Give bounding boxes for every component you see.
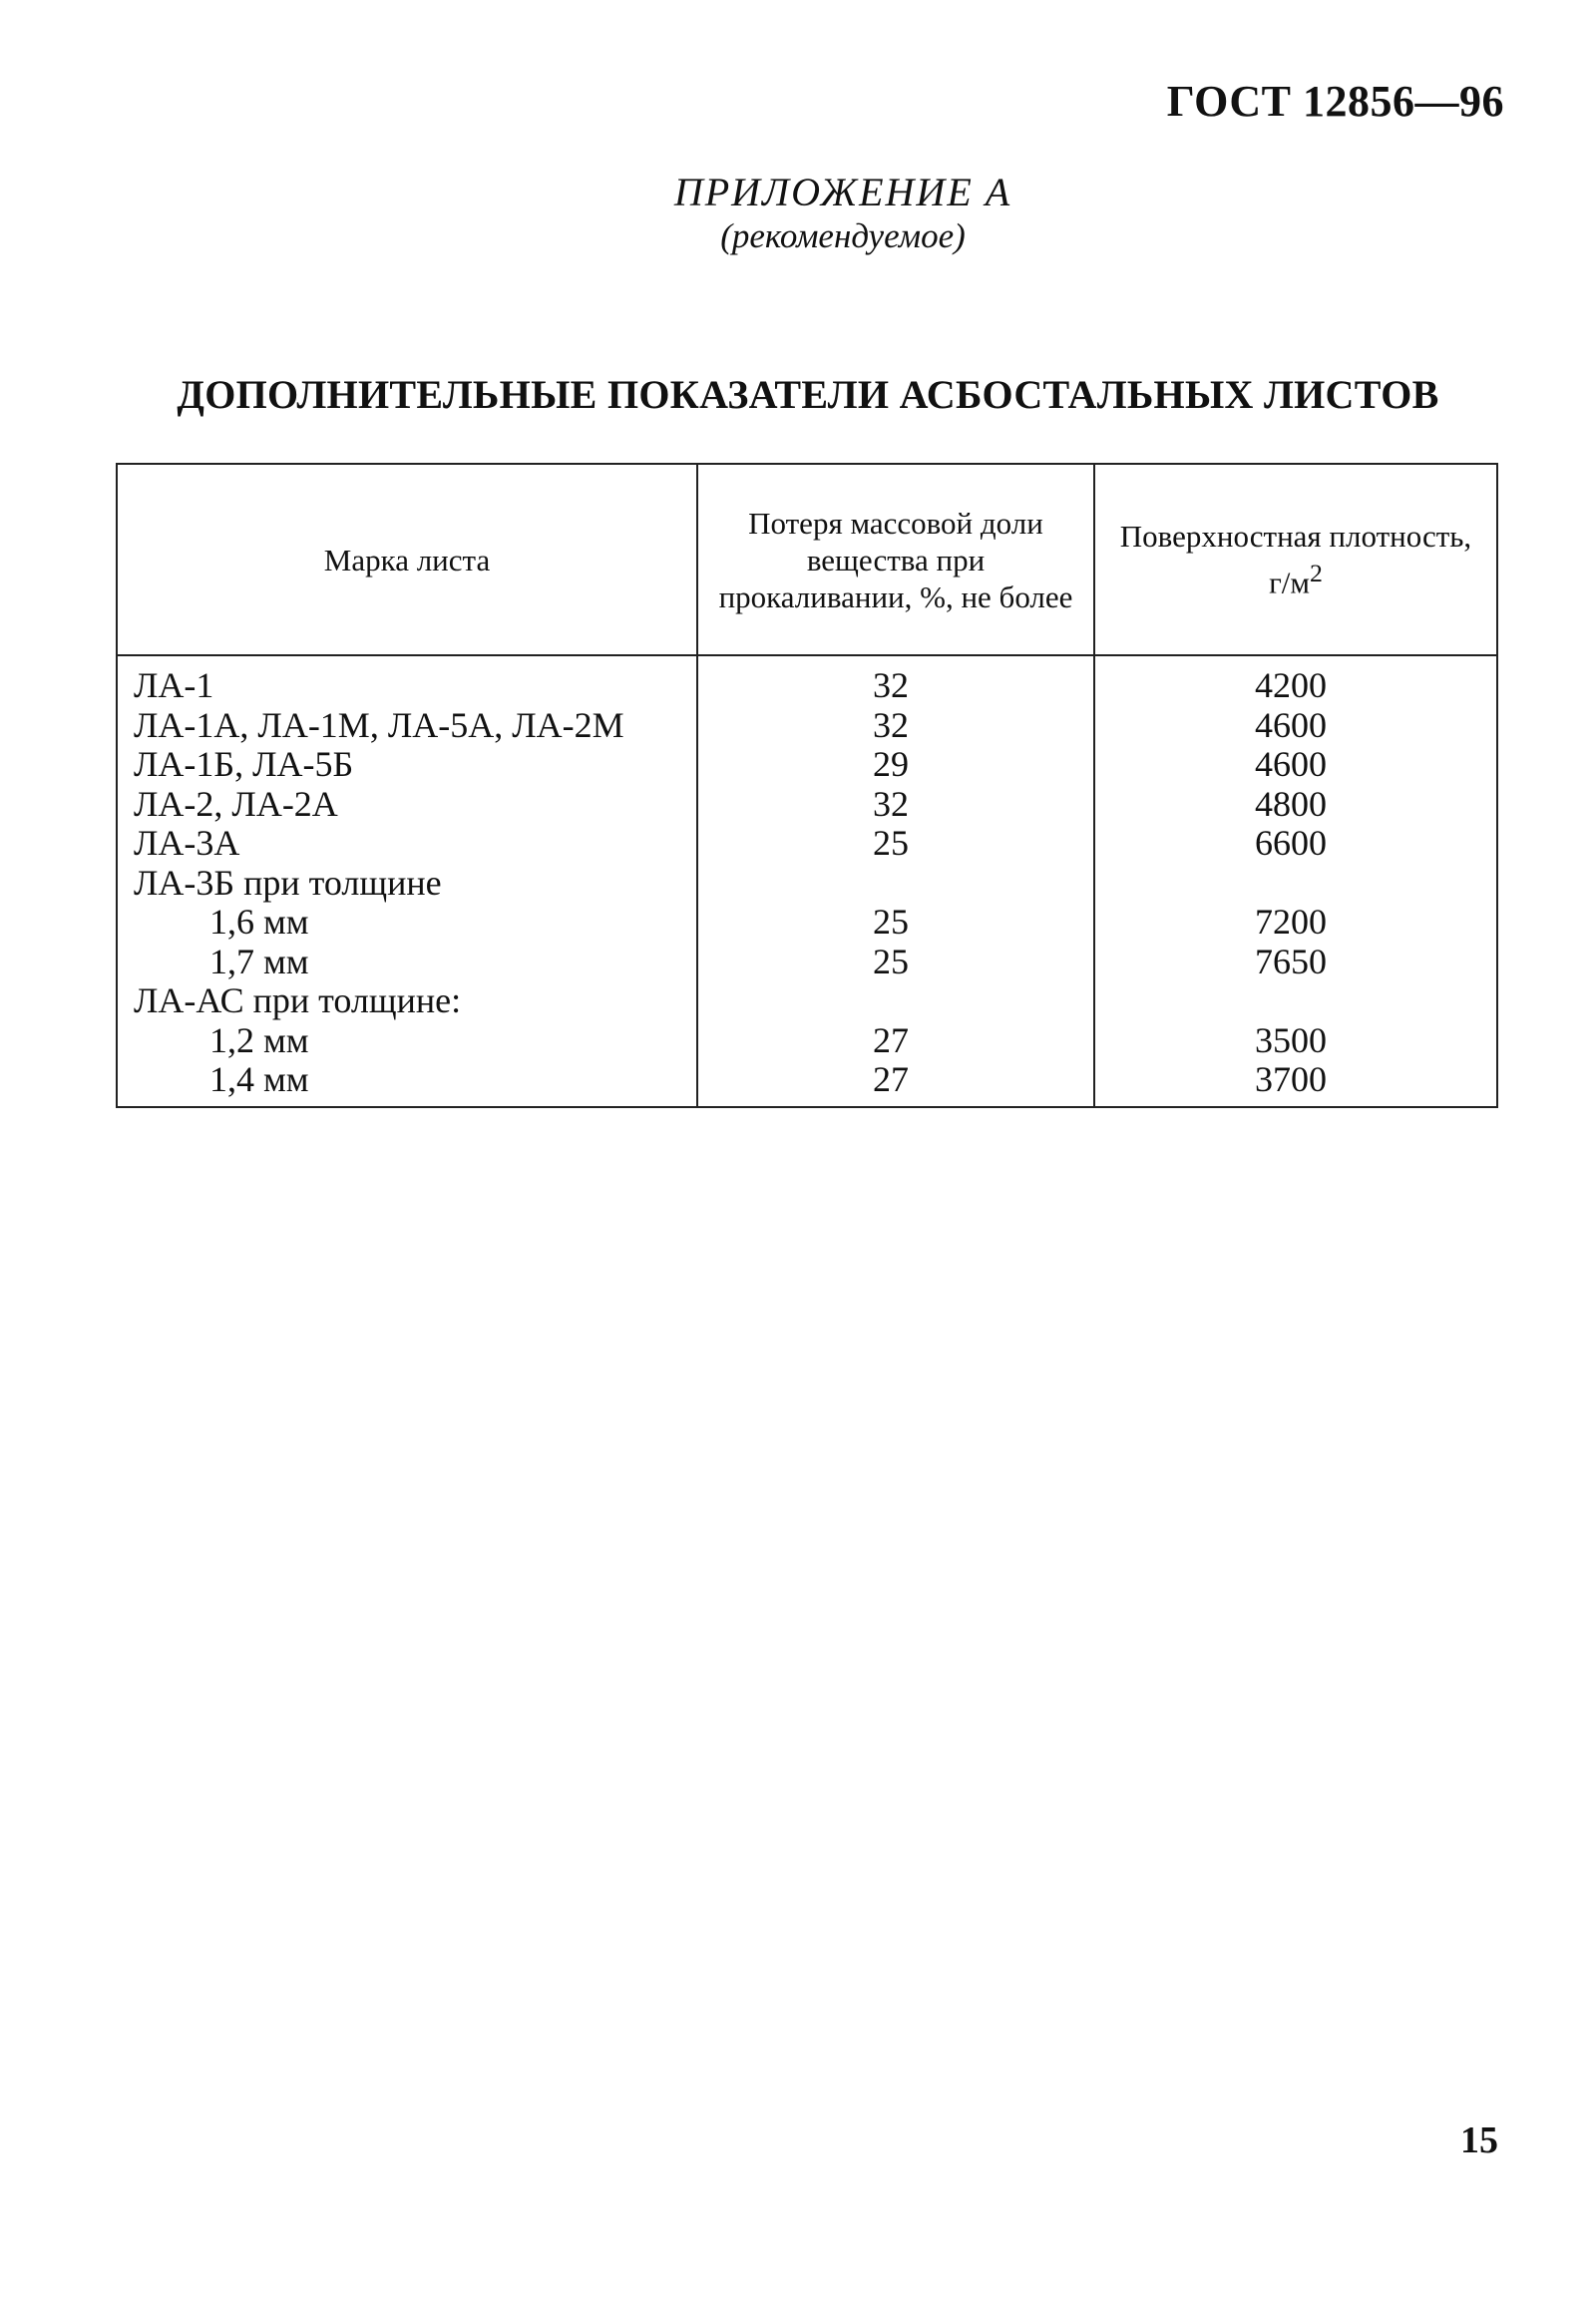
cell-loss: 27 — [697, 1060, 1094, 1107]
header-density — [1094, 464, 1497, 655]
table-row — [117, 903, 1497, 943]
cell-density: 4800 — [1094, 785, 1497, 825]
cell-density: 7200 — [1094, 903, 1497, 943]
page-number: 15 — [1460, 2119, 1498, 2161]
table-row — [117, 1021, 1497, 1061]
cell-loss — [697, 864, 1094, 904]
cell-mark: 1,4 мм — [117, 1060, 697, 1107]
table-body — [117, 655, 1497, 1107]
cell-density: 4600 — [1094, 706, 1497, 746]
table-row — [117, 655, 1497, 706]
appendix-heading — [0, 170, 1596, 257]
cell-loss: 25 — [697, 903, 1094, 943]
table-row — [117, 1060, 1497, 1107]
cell-loss: 32 — [697, 655, 1094, 706]
cell-density: 3700 — [1094, 1060, 1497, 1107]
header-loss: Потеря массовой доли вещества при прокаливании, %, не более — [697, 464, 1094, 655]
table-row — [117, 824, 1497, 864]
table-row — [117, 785, 1497, 825]
table-row — [117, 981, 1497, 1021]
cell-mark: ЛА-3Б при толщине — [117, 864, 697, 904]
cell-mark: ЛА-1А, ЛА-1М, ЛА-5А, ЛА-2М — [117, 706, 697, 746]
cell-density: 4600 — [1094, 745, 1497, 785]
cell-mark: 1,7 мм — [117, 943, 697, 982]
header-mark: Марка листа — [117, 464, 697, 655]
document-number: ГОСТ 12856—96 — [1166, 77, 1504, 126]
cell-loss: 25 — [697, 824, 1094, 864]
cell-mark: 1,6 мм — [117, 903, 697, 943]
appendix-note: (рекомендуемое) — [720, 216, 966, 255]
cell-loss: 27 — [697, 1021, 1094, 1061]
appendix-title: ПРИЛОЖЕНИЕ А — [673, 170, 1012, 214]
cell-mark: 1,2 мм — [117, 1021, 697, 1061]
cell-mark: ЛА-3А — [117, 824, 697, 864]
header-density-sup: 2 — [1310, 559, 1323, 588]
cell-density: 4200 — [1094, 655, 1497, 706]
table-row — [117, 943, 1497, 982]
cell-loss: 29 — [697, 745, 1094, 785]
cell-mark: ЛА-1 — [117, 655, 697, 706]
page-title: ДОПОЛНИТЕЛЬНЫЕ ПОКАЗАТЕЛИ АСБОСТАЛЬНЫХ ЛИСТОВ — [177, 372, 1439, 417]
cell-loss: 32 — [697, 785, 1094, 825]
header-density-text: Поверхностная плотность, г/м — [1119, 519, 1472, 600]
cell-density: 6600 — [1094, 824, 1497, 864]
cell-loss: 32 — [697, 706, 1094, 746]
cell-mark: ЛА-1Б, ЛА-5Б — [117, 745, 697, 785]
table-row — [117, 706, 1497, 746]
cell-mark: ЛА-2, ЛА-2А — [117, 785, 697, 825]
table-header-row — [117, 464, 1497, 655]
table-row — [117, 745, 1497, 785]
cell-mark: ЛА-АС при толщине: — [117, 981, 697, 1021]
cell-loss — [697, 981, 1094, 1021]
cell-density — [1094, 981, 1497, 1021]
cell-density: 3500 — [1094, 1021, 1497, 1061]
indicators-table — [116, 463, 1498, 1108]
cell-loss: 25 — [697, 943, 1094, 982]
table-row — [117, 864, 1497, 904]
cell-density: 7650 — [1094, 943, 1497, 982]
cell-density — [1094, 864, 1497, 904]
